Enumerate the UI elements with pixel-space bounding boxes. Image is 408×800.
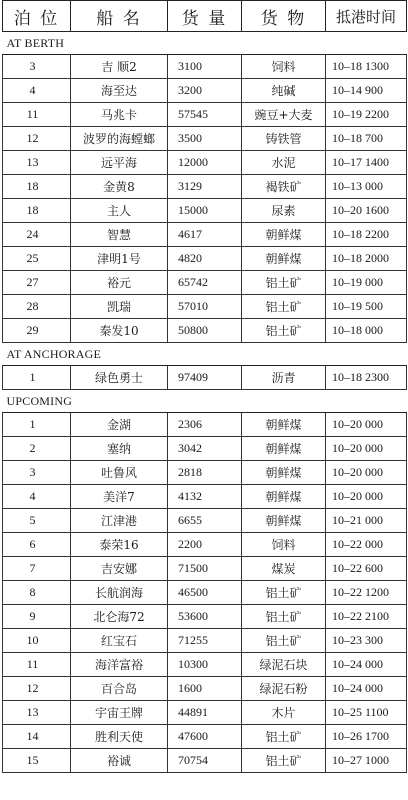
table-row <box>3 629 407 653</box>
cargo-cell: 铝土矿 <box>242 581 326 605</box>
berth-number-cell: 1 <box>3 366 71 390</box>
cargo-cell: 朝鲜煤 <box>242 223 326 247</box>
cargo-cell: 木片 <box>242 701 326 725</box>
cargo-cell: 朝鲜煤 <box>242 485 326 509</box>
cargo-cell: 铸铁管 <box>242 127 326 151</box>
section-upcoming <box>3 390 407 413</box>
table-row <box>3 103 407 127</box>
quantity-cell: 4820 <box>168 247 242 271</box>
arrival-time-cell: 10–25 1100 <box>326 701 407 725</box>
quantity-cell: 71500 <box>168 557 242 581</box>
header-berth: 泊 位 <box>3 1 71 32</box>
ship-name-cell: 吉安娜 <box>71 557 168 581</box>
quantity-cell: 70754 <box>168 749 242 773</box>
cargo-cell: 铝土矿 <box>242 605 326 629</box>
table-row <box>3 271 407 295</box>
arrival-time-cell: 10–24 000 <box>326 653 407 677</box>
cargo-cell: 朝鲜煤 <box>242 509 326 533</box>
cargo-cell: 铝土矿 <box>242 295 326 319</box>
ship-name-cell: 江津港 <box>71 509 168 533</box>
arrival-time-cell: 10–24 000 <box>326 677 407 701</box>
cargo-cell: 朝鲜煤 <box>242 247 326 271</box>
cargo-cell: 朝鲜煤 <box>242 437 326 461</box>
table-row <box>3 509 407 533</box>
berth-number-cell: 1 <box>3 413 71 437</box>
ship-name-cell: 海至达 <box>71 79 168 103</box>
ship-name-cell: 宇宙王牌 <box>71 701 168 725</box>
arrival-time-cell: 10–27 1000 <box>326 749 407 773</box>
arrival-time-cell: 10–20 000 <box>326 461 407 485</box>
ship-name-cell: 海洋富裕 <box>71 653 168 677</box>
table-row <box>3 533 407 557</box>
berth-number-cell: 3 <box>3 55 71 79</box>
berth-number-cell: 4 <box>3 485 71 509</box>
ship-name-cell: 裕元 <box>71 271 168 295</box>
cargo-cell: 褐铁矿 <box>242 175 326 199</box>
ship-name-cell: 金湖 <box>71 413 168 437</box>
quantity-cell: 3129 <box>168 175 242 199</box>
ship-name-cell: 津明1号 <box>71 247 168 271</box>
table-row <box>3 151 407 175</box>
ship-name-cell: 波罗的海螳螂 <box>71 127 168 151</box>
table-row <box>3 557 407 581</box>
quantity-cell: 10300 <box>168 653 242 677</box>
berth-number-cell: 12 <box>3 677 71 701</box>
quantity-cell: 57010 <box>168 295 242 319</box>
quantity-cell: 44891 <box>168 701 242 725</box>
quantity-cell: 2200 <box>168 533 242 557</box>
cargo-cell: 铝土矿 <box>242 271 326 295</box>
cargo-cell: 铝土矿 <box>242 319 326 343</box>
ship-name-cell: 泰荣16 <box>71 533 168 557</box>
arrival-time-cell: 10–18 1300 <box>326 55 407 79</box>
ship-name-cell: 远平海 <box>71 151 168 175</box>
quantity-cell: 46500 <box>168 581 242 605</box>
arrival-time-cell: 10–19 2200 <box>326 103 407 127</box>
berth-number-cell: 27 <box>3 271 71 295</box>
berth-number-cell: 4 <box>3 79 71 103</box>
table-row <box>3 319 407 343</box>
ship-name-cell: 吐鲁风 <box>71 461 168 485</box>
berth-number-cell: 7 <box>3 557 71 581</box>
berth-number-cell: 8 <box>3 581 71 605</box>
cargo-cell: 纯碱 <box>242 79 326 103</box>
table-row <box>3 295 407 319</box>
table-row <box>3 485 407 509</box>
table-row <box>3 223 407 247</box>
ship-schedule-table <box>2 0 407 773</box>
ship-name-cell: 裕诚 <box>71 749 168 773</box>
quantity-cell: 53600 <box>168 605 242 629</box>
ship-name-cell: 绿色勇士 <box>71 366 168 390</box>
section-at-berth <box>3 32 407 55</box>
table-row <box>3 413 407 437</box>
table-row <box>3 677 407 701</box>
arrival-time-cell: 10–18 000 <box>326 319 407 343</box>
cargo-cell: 朝鲜煤 <box>242 413 326 437</box>
table-row <box>3 127 407 151</box>
arrival-time-cell: 10–21 000 <box>326 509 407 533</box>
header-ship-name: 船 名 <box>71 1 168 32</box>
arrival-time-cell: 10–22 600 <box>326 557 407 581</box>
ship-name-cell: 智慧 <box>71 223 168 247</box>
arrival-time-cell: 10–23 300 <box>326 629 407 653</box>
berth-number-cell: 24 <box>3 223 71 247</box>
quantity-cell: 50800 <box>168 319 242 343</box>
berth-number-cell: 18 <box>3 175 71 199</box>
arrival-time-cell: 10–19 500 <box>326 295 407 319</box>
header-quantity: 货 量 <box>168 1 242 32</box>
quantity-cell: 3500 <box>168 127 242 151</box>
ship-name-cell: 美洋7 <box>71 485 168 509</box>
cargo-cell: 绿泥石块 <box>242 653 326 677</box>
berth-number-cell: 11 <box>3 103 71 127</box>
quantity-cell: 2818 <box>168 461 242 485</box>
berth-number-cell: 10 <box>3 629 71 653</box>
section-title: AT BERTH <box>3 32 407 55</box>
berth-number-cell: 3 <box>3 461 71 485</box>
ship-name-cell: 长航润海 <box>71 581 168 605</box>
quantity-cell: 3042 <box>168 437 242 461</box>
quantity-cell: 3200 <box>168 79 242 103</box>
table-row <box>3 701 407 725</box>
table-row <box>3 175 407 199</box>
quantity-cell: 1600 <box>168 677 242 701</box>
quantity-cell: 15000 <box>168 199 242 223</box>
ship-name-cell: 秦发10 <box>71 319 168 343</box>
schedule-body <box>3 32 407 773</box>
arrival-time-cell: 10–18 2300 <box>326 366 407 390</box>
berth-number-cell: 12 <box>3 127 71 151</box>
berth-number-cell: 15 <box>3 749 71 773</box>
cargo-cell: 铝土矿 <box>242 749 326 773</box>
cargo-cell: 豌豆+大麦 <box>242 103 326 127</box>
arrival-time-cell: 10–22 000 <box>326 533 407 557</box>
arrival-time-cell: 10–17 1400 <box>326 151 407 175</box>
arrival-time-cell: 10–22 1200 <box>326 581 407 605</box>
table-row <box>3 725 407 749</box>
arrival-time-cell: 10–18 700 <box>326 127 407 151</box>
header-arrival-time: 抵港时间 <box>326 1 407 32</box>
quantity-cell: 47600 <box>168 725 242 749</box>
ship-name-cell: 马兆卡 <box>71 103 168 127</box>
arrival-time-cell: 10–20 000 <box>326 413 407 437</box>
quantity-cell: 12000 <box>168 151 242 175</box>
berth-number-cell: 6 <box>3 533 71 557</box>
header-row <box>3 1 407 32</box>
section-title: AT ANCHORAGE <box>3 343 407 366</box>
berth-number-cell: 29 <box>3 319 71 343</box>
berth-number-cell: 11 <box>3 653 71 677</box>
section-at-anchorage <box>3 343 407 366</box>
ship-name-cell: 凯瑞 <box>71 295 168 319</box>
quantity-cell: 2306 <box>168 413 242 437</box>
berth-number-cell: 13 <box>3 701 71 725</box>
table-row <box>3 79 407 103</box>
berth-number-cell: 28 <box>3 295 71 319</box>
cargo-cell: 煤炭 <box>242 557 326 581</box>
table-row <box>3 247 407 271</box>
quantity-cell: 57545 <box>168 103 242 127</box>
berth-number-cell: 25 <box>3 247 71 271</box>
table-row <box>3 605 407 629</box>
quantity-cell: 65742 <box>168 271 242 295</box>
header-cargo: 货 物 <box>242 1 326 32</box>
quantity-cell: 97409 <box>168 366 242 390</box>
berth-number-cell: 5 <box>3 509 71 533</box>
table-row <box>3 461 407 485</box>
berth-number-cell: 13 <box>3 151 71 175</box>
quantity-cell: 4132 <box>168 485 242 509</box>
quantity-cell: 4617 <box>168 223 242 247</box>
arrival-time-cell: 10–26 1700 <box>326 725 407 749</box>
berth-number-cell: 14 <box>3 725 71 749</box>
table-row <box>3 749 407 773</box>
table-row <box>3 437 407 461</box>
table-row <box>3 581 407 605</box>
quantity-cell: 3100 <box>168 55 242 79</box>
arrival-time-cell: 10–19 000 <box>326 271 407 295</box>
ship-name-cell: 塞纳 <box>71 437 168 461</box>
cargo-cell: 朝鲜煤 <box>242 461 326 485</box>
cargo-cell: 绿泥石粉 <box>242 677 326 701</box>
table-row <box>3 55 407 79</box>
table-row <box>3 199 407 223</box>
cargo-cell: 铝土矿 <box>242 725 326 749</box>
berth-number-cell: 2 <box>3 437 71 461</box>
ship-name-cell: 吉 顺2 <box>71 55 168 79</box>
berth-number-cell: 9 <box>3 605 71 629</box>
arrival-time-cell: 10–18 2200 <box>326 223 407 247</box>
cargo-cell: 铝土矿 <box>242 629 326 653</box>
arrival-time-cell: 10–20 1600 <box>326 199 407 223</box>
arrival-time-cell: 10–22 2100 <box>326 605 407 629</box>
quantity-cell: 6655 <box>168 509 242 533</box>
arrival-time-cell: 10–13 000 <box>326 175 407 199</box>
arrival-time-cell: 10–20 000 <box>326 437 407 461</box>
ship-name-cell: 北仑海72 <box>71 605 168 629</box>
ship-name-cell: 红宝石 <box>71 629 168 653</box>
arrival-time-cell: 10–20 000 <box>326 485 407 509</box>
cargo-cell: 沥青 <box>242 366 326 390</box>
table-row <box>3 653 407 677</box>
berth-number-cell: 18 <box>3 199 71 223</box>
ship-name-cell: 百合岛 <box>71 677 168 701</box>
arrival-time-cell: 10–18 2000 <box>326 247 407 271</box>
cargo-cell: 水泥 <box>242 151 326 175</box>
cargo-cell: 尿素 <box>242 199 326 223</box>
quantity-cell: 71255 <box>168 629 242 653</box>
cargo-cell: 饲料 <box>242 533 326 557</box>
ship-name-cell: 金黄8 <box>71 175 168 199</box>
cargo-cell: 饲料 <box>242 55 326 79</box>
section-title: UPCOMING <box>3 390 407 413</box>
ship-name-cell: 主人 <box>71 199 168 223</box>
ship-name-cell: 胜利天使 <box>71 725 168 749</box>
table-row <box>3 366 407 390</box>
arrival-time-cell: 10–14 900 <box>326 79 407 103</box>
